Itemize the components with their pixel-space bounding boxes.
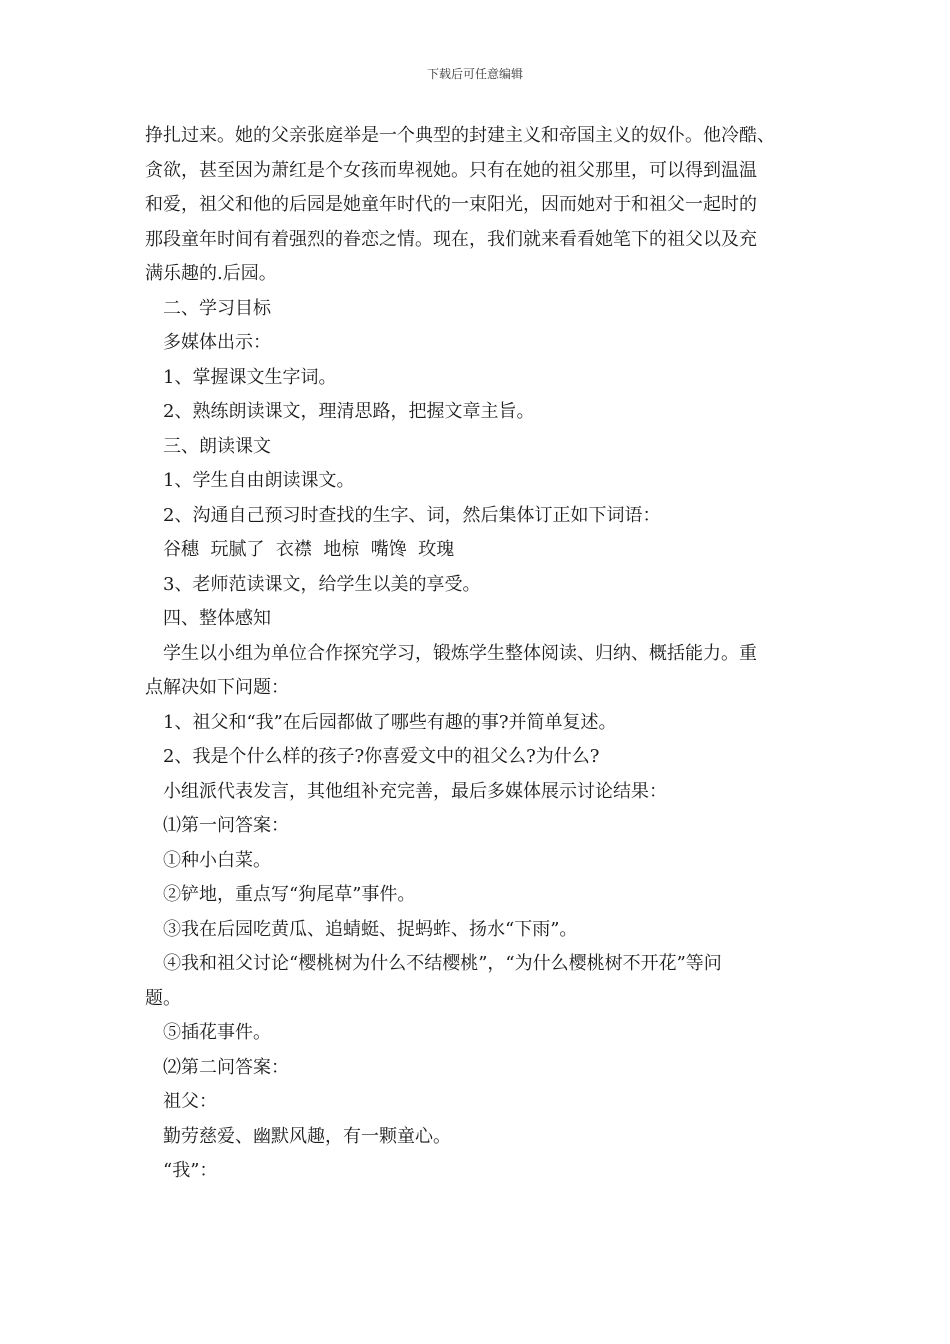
answer-item: ②铲地，重点写“狗尾草”事件。 [163, 884, 416, 905]
answer-item: ⑤插花事件。 [163, 1022, 271, 1043]
list-item: 1、祖父和“我”在后园都做了哪些有趣的事?并简单复述。 [163, 711, 617, 733]
list-item: 2、我是个什么样的孩子?你喜爱文中的祖父么?为什么? [163, 746, 600, 767]
list-item: 2、沟通自己预习时查找的生字、词，然后集体订正如下词语： [163, 504, 661, 526]
section-heading: 二、学习目标 [163, 297, 271, 319]
answer-heading: ⑴第一问答案： [163, 815, 289, 836]
paragraph-line: 贪欲，甚至因为萧红是个女孩而卑视她。只有在她的祖父那里，可以得到温温 [145, 159, 757, 181]
answer-item: ①种小白菜。 [163, 849, 271, 871]
answer-item: ④我和祖父讨论“樱桃树为什么不结樱桃”，“为什么樱桃树不开花”等问 [163, 953, 722, 974]
section-heading: 三、朗读课文 [163, 435, 271, 457]
paragraph-line: 点解决如下问题： [145, 677, 289, 698]
list-item: 1、掌握课文生字词。 [163, 366, 337, 388]
paragraph-line: 和爱，祖父和他的后园是她童年时代的一束阳光，因而她对于和祖父一起时的 [145, 194, 757, 215]
list-item: 2、熟练朗读课文，理清思路，把握文章主旨。 [163, 401, 535, 422]
paragraph-line: 祖父： [163, 1091, 217, 1112]
list-item: 1、学生自由朗读课文。 [163, 470, 355, 491]
paragraph-line: 题。 [145, 987, 181, 1009]
answer-heading: ⑵第二问答案： [163, 1056, 289, 1078]
paragraph-line: “我”： [163, 1160, 218, 1181]
list-item: 3、老师范读课文，给学生以美的享受。 [163, 573, 481, 595]
answer-item: ③我在后园吃黄瓜、追蜻蜓、捉蚂蚱、扬水“下雨”。 [163, 918, 578, 940]
section-heading: 四、整体感知 [163, 608, 271, 629]
paragraph-line: 勤劳慈爱、幽默风趣，有一颗童心。 [163, 1125, 451, 1147]
paragraph-line: 学生以小组为单位合作探究学习，锻炼学生整体阅读、归纳、概括能力。重 [163, 642, 757, 664]
paragraph-line: 那段童年时间有着强烈的眷恋之情。现在，我们就来看看她笔下的祖父以及充 [145, 228, 757, 250]
paragraph-line: 满乐趣的.后园。 [145, 263, 277, 284]
document-body [145, 119, 810, 1189]
paragraph-line: 多媒体出示： [163, 332, 271, 353]
page-header: 下载后可任意编辑 [426, 67, 523, 81]
paragraph-line: 小组派代表发言，其他组补充完善，最后多媒体展示讨论结果： [163, 780, 667, 802]
paragraph-line: 挣扎过来。她的父亲张庭举是一个典型的封建主义和帝国主义的奴仆。他冷酷、 [145, 125, 775, 146]
vocabulary-line: 谷穗 玩腻了 衣襟 地椋 嘴馋 玫瑰 [163, 539, 455, 560]
